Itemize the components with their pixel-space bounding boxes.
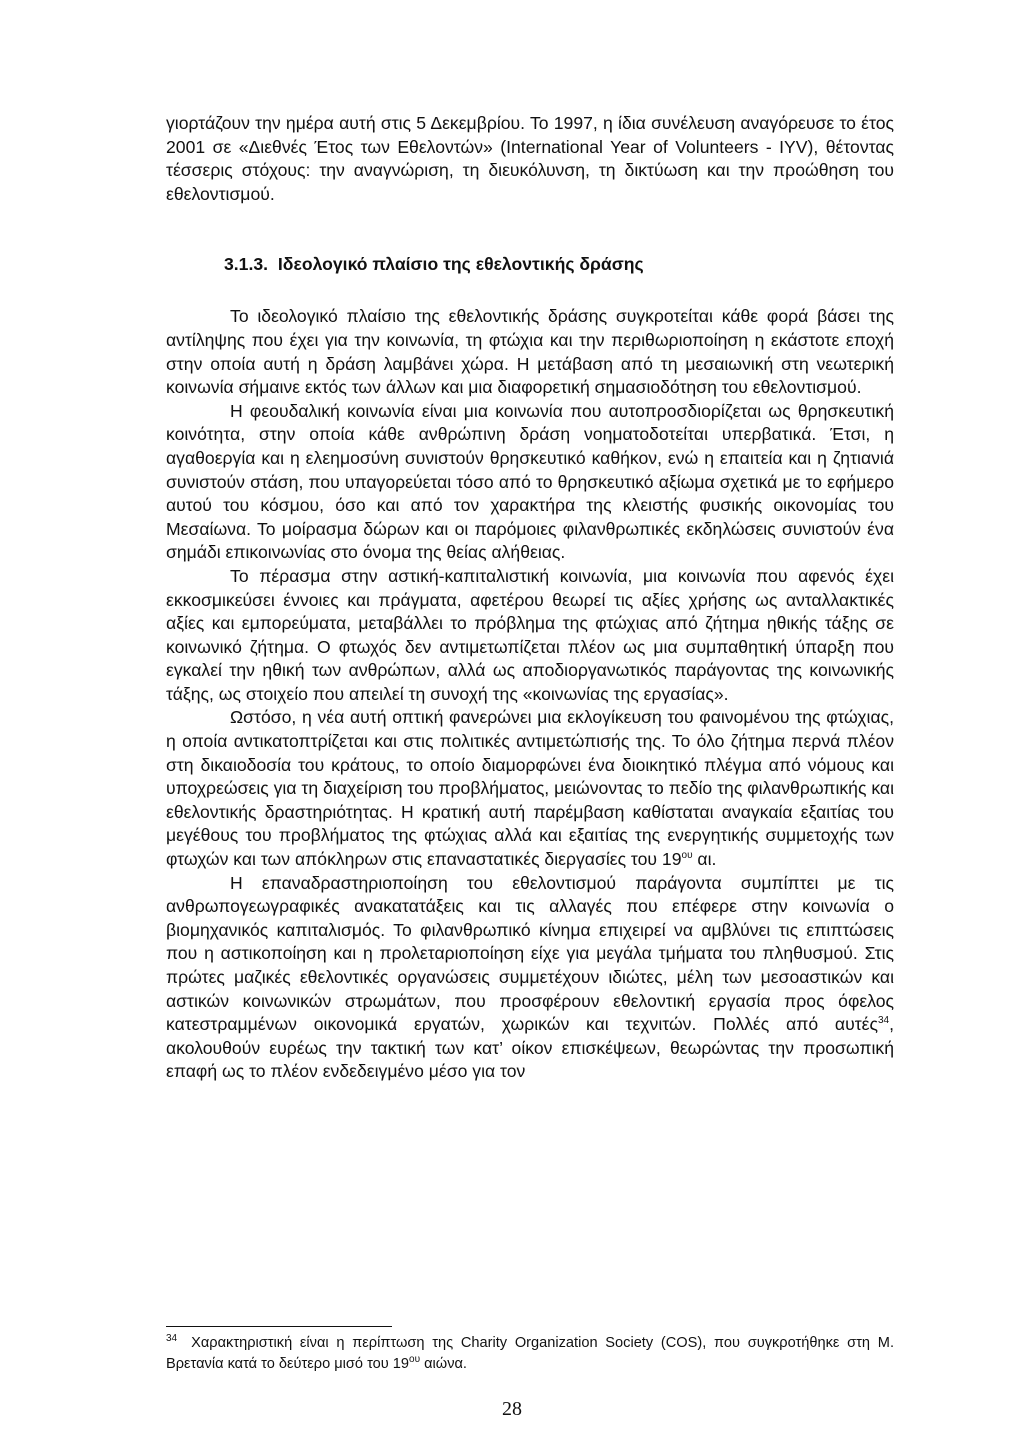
paragraph-4-superscript: ου <box>681 850 693 862</box>
paragraph-4-end: αι. <box>692 849 717 870</box>
footnote <box>166 1333 894 1375</box>
paragraph-4-text: Ωστόσο, η νέα αυτή οπτική φανερώνει μια εκλογίκευση του φαινομένου της φτώχιας, η οποία αντικατοπτρίζεται και στις πολιτικές αντιμετώπισής της. Το όλο ζήτημα περνά πλέον στη δικαιοδοσία του κράτους, το οποίο διαμορφώνει ένα διοικητικό πλέγμα από νόμους και υποχρεώσεις για τη διαχείριση του προβλήματος, μειώνοντας το πεδίο της φιλανθρωπικής και εθελοντικής δραστηριότητας. Η κρατική αυτή παρέμβαση καθίσταται αναγκαία εξαιτίας του μεγέθους του προβλήματος της φτώχιας αλλά και εξαιτίας της ενεργητικής συμμετοχής των φτωχών και των απόκληρων στις επαναστατικές διεργασίες του 19 <box>166 707 894 870</box>
footnote-reference: 34 <box>877 1015 890 1027</box>
section-title: Ιδεολογικό πλαίσιο της εθελοντικής δράσης <box>277 254 644 275</box>
section-heading <box>224 252 894 276</box>
paragraph-2: Η φεουδαλική κοινωνία είναι μια κοινωνία που αυτοπροσδιορίζεται ως θρησκευτική κοινότητα, στην οποία κάθε ανθρώπινη δράση νοηματοδοτείται υπερβατικά. Έτσι, η αγαθοεργία και η ελεημοσύνη συνιστούν θρησκευτικό καθήκον, ενώ η επαιτεία και η ζητιανιά συνιστούν στάση, που υπαγορεύεται τόσο από το θρησκευτικό αξίωμα σχετικά με το εφήμερο αυτού του κόσμου, όσο και από τον χαρακτήρα της κλειστής φυσικής οικονομίας του Μεσαίωνα. Το μοίρασμα δώρων και οι παρόμοιες φιλανθρωπικές εκδηλώσεις συνιστούν ένα σημάδι επικοινωνίας στο όνομα της θείας αλήθειας. <box>166 400 894 563</box>
paragraph-5-text: Η επαναδραστηριοποίηση του εθελοντισμού παράγοντα συμπίπτει με τις ανθρωπογεωγραφικές ανακατατάξεις και τις αλλαγές που επέφερε στην κοινωνία ο βιομηχανικός καπιταλισμός. Το φιλανθρωπικό κίνημα επιχειρεί να αμβλύνει τις επιπτώσεις που η αστικοποίηση και η προλεταριοποίηση είχε για μεγάλα τμήματα του πληθυσμού. Στις πρώτες μαζικές εθελοντικές οργανώσεις συμμετέχουν ιδιώτες, μέλη των μεσοαστικών και αστικών κοινωνικών στρωμάτων, που προσφέρουν εθελοντική εργασία προς όφελος κατεστραμμένων οικονομικά εργατών, χωρικών και τεχνιτών. Πολλές από αυτές <box>166 872 894 1035</box>
page-number: 28 <box>502 1398 522 1420</box>
footnote-separator <box>166 1326 392 1327</box>
paragraph-3: Το πέρασμα στην αστική-καπιταλιστική κοινωνία, μια κοινωνία που αφενός έχει εκκοσμικεύσει έννοιες και πράγματα, αφετέρου θεωρεί τις αξίες χρήσης ως ανταλλακτικές αξίες και εμπορεύματα, μεταβάλλει το πρόβλημα της φτώχιας από ζήτημα ηθικής τάξης σε κοινωνικό ζήτημα. Ο φτωχός δεν αντιμετωπίζεται πλέον ως μια συμπαθητική ύπαρξη που εγκαλεί την ηθική των ανθρώπων, αλλά ως αποδιοργανωτικός παράγοντας της κοινωνικής τάξης, ως στοιχείο που απειλεί τη συνοχή της «κοινωνίας της εργασίας». <box>166 565 894 704</box>
paragraph-4 <box>166 706 894 871</box>
section-number: 3.1.3. <box>224 254 269 275</box>
body-text <box>166 112 894 1084</box>
paragraph-5 <box>166 872 894 1084</box>
intro-paragraph: γιορτάζουν την ημέρα αυτή στις 5 Δεκεμβρίου. Το 1997, η ίδια συνέλευση αναγόρευσε το έτος 2001 σε «Διεθνές Έτος των Εθελοντών» (International Year of Volunteers - IYV), θέτοντας τέσσερις στόχους: την αναγνώριση, τη διευκόλυνση, τη δικτύωση και την προώθηση του εθελοντισμού. <box>166 113 894 204</box>
paragraph-5-end: , ακολουθούν ευρέως την τακτική των κατ’ οίκον επισκέψεων, θεωρώντας την προσωπική επαφή ως το πλέον ενδεδειγμένο μέσο για τον <box>166 1014 894 1082</box>
footnote-text: Χαρακτηριστική είναι η περίπτωση της Charity Organization Society (COS), που συγκροτήθηκε στη Μ. Βρετανία κατά το δεύτερο μισό του 19 <box>166 1335 894 1372</box>
footnote-superscript: ου <box>409 1354 421 1366</box>
footnote-marker: 34 <box>166 1333 178 1345</box>
paragraph-1: Το ιδεολογικό πλαίσιο της εθελοντικής δράσης συγκροτείται κάθε φορά βάσει της αντίληψης που έχει για την κοινωνία, τη φτώχια και την περιθωριοποίηση η εκάστοτε εποχή στην οποία αυτή η δράση λαμβάνει χώρα. Η μετάβαση από τη μεσαιωνική στη νεωτερική κοινωνία σήμαινε εκτός των άλλων και μια διαφορετική σημασιοδότηση του εθελοντισμού. <box>166 306 894 398</box>
footnote-end: αιώνα. <box>420 1356 467 1372</box>
